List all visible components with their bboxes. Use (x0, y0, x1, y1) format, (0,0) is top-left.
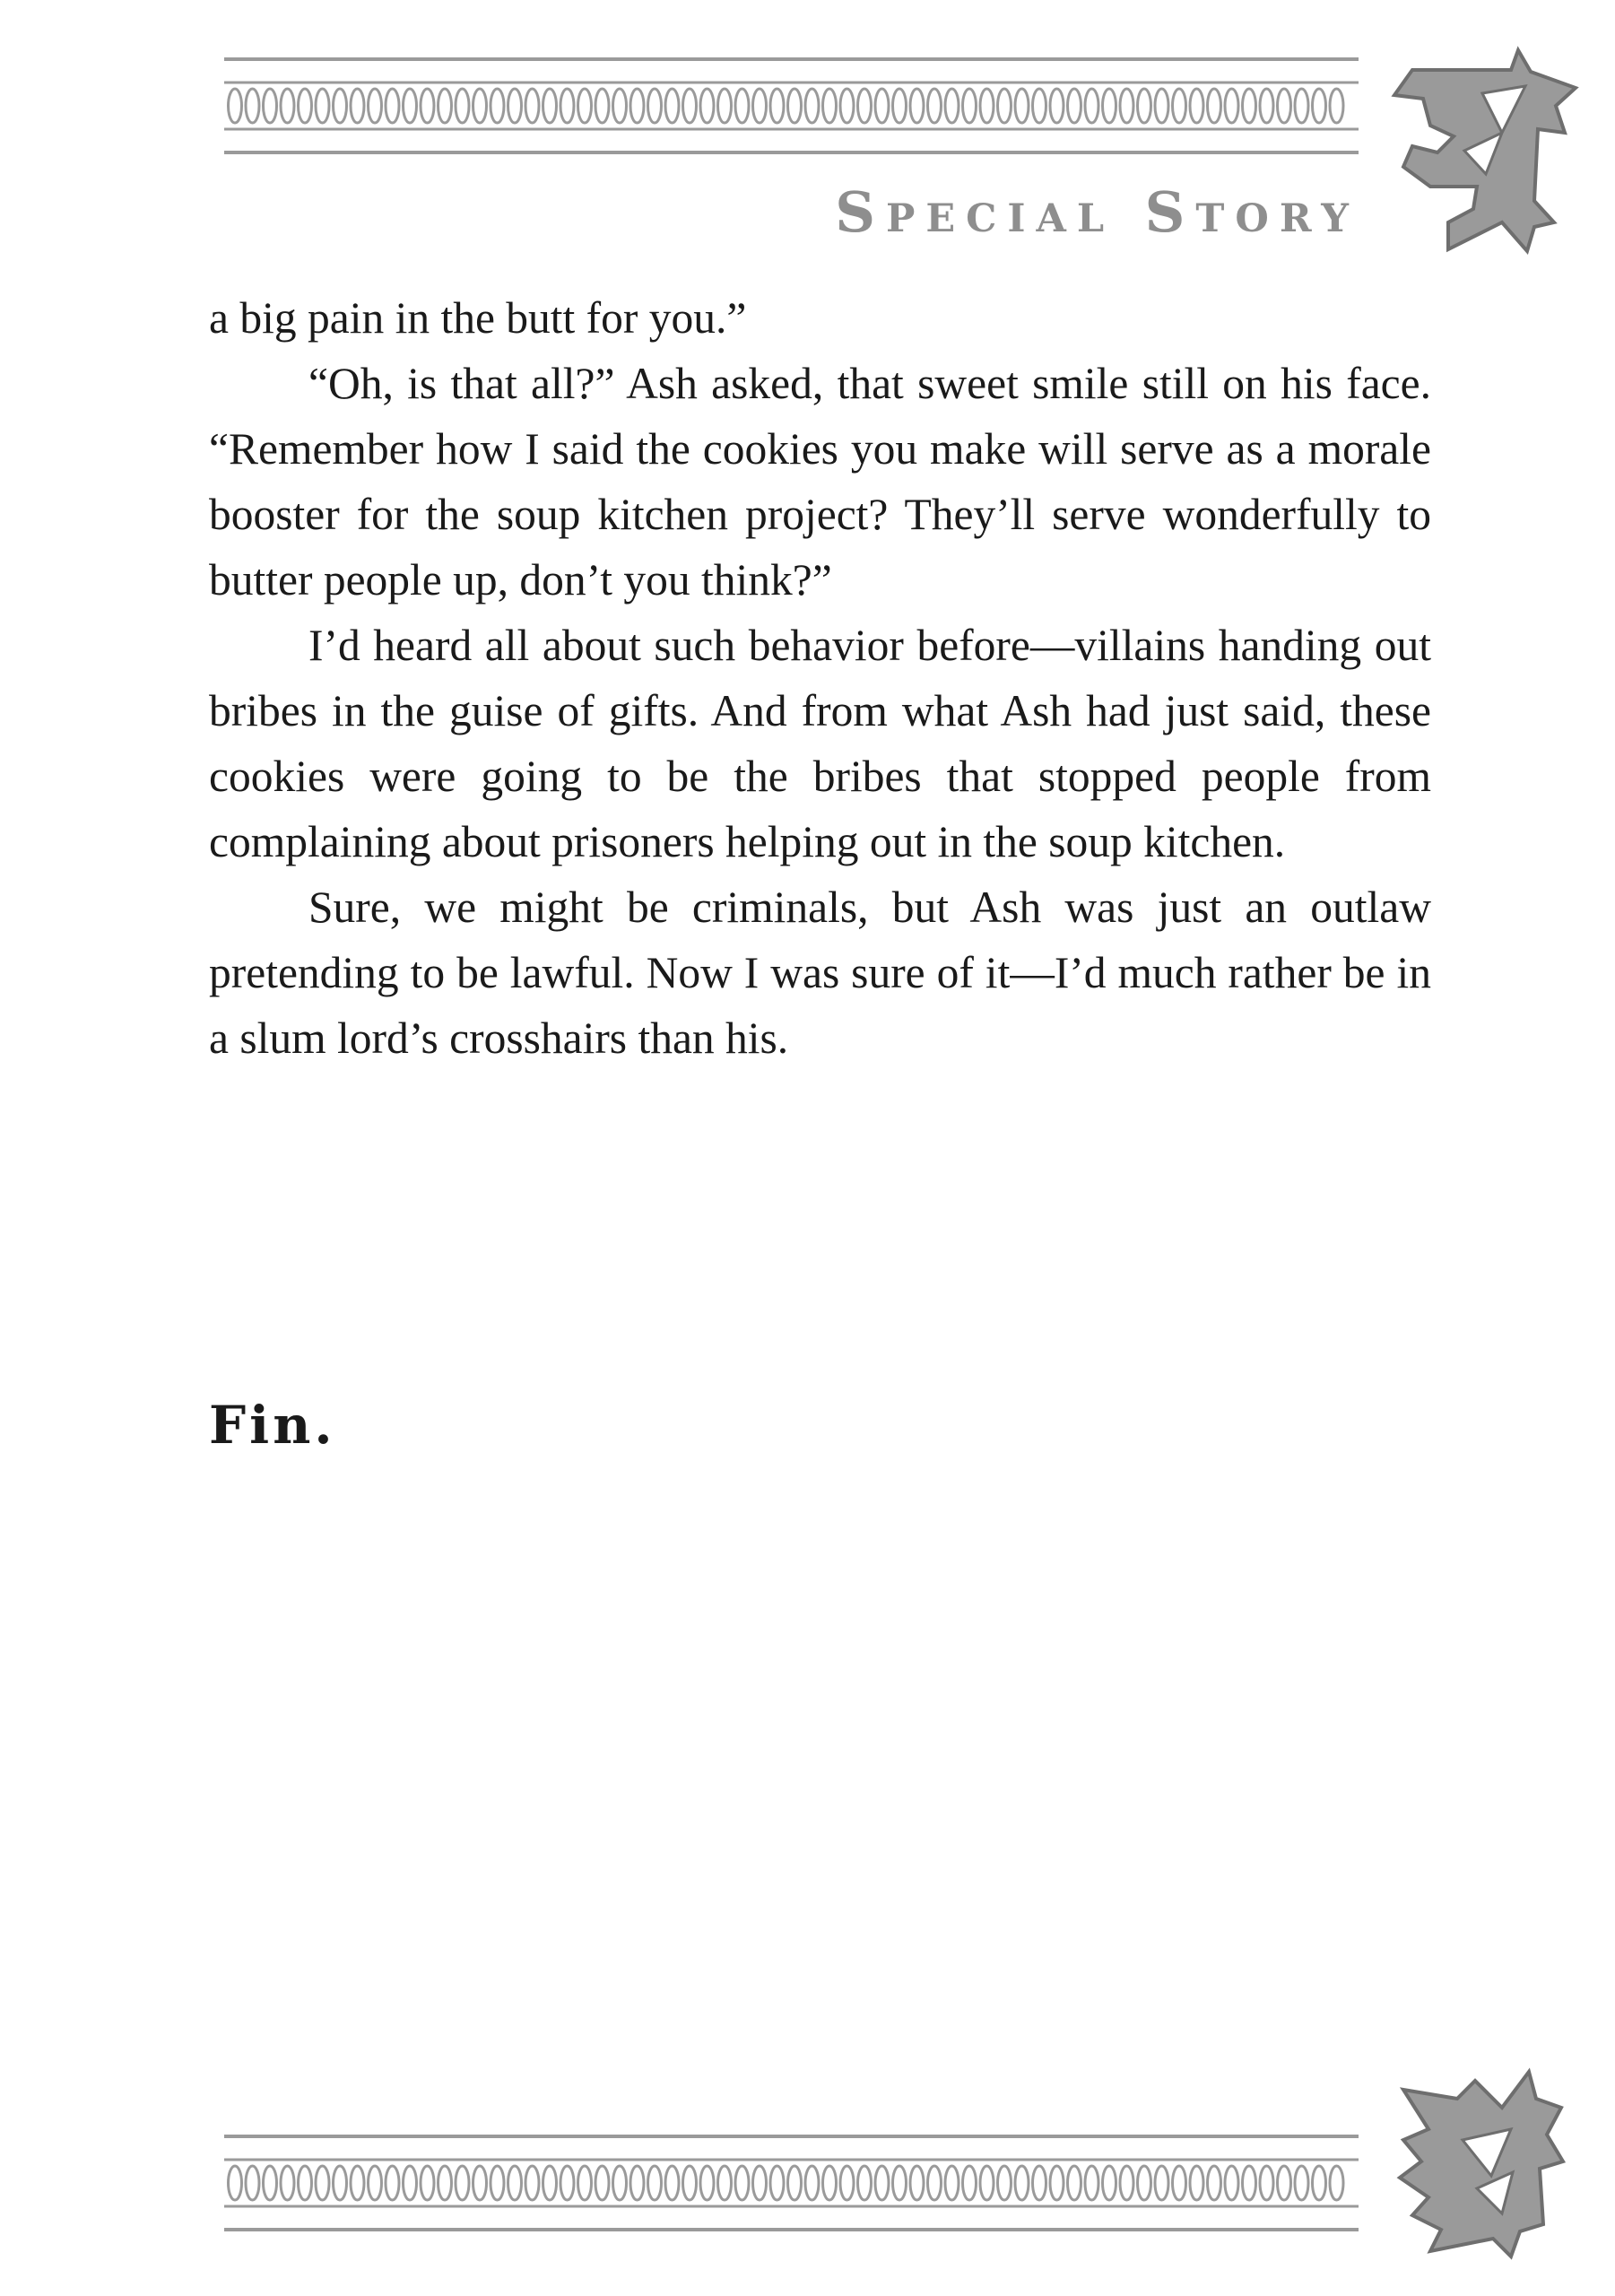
chain-link (1155, 2166, 1168, 2200)
chain-link (893, 2166, 907, 2200)
chain-link (1295, 2166, 1308, 2200)
chain-link (858, 89, 872, 123)
chain-link (945, 2166, 959, 2200)
chain-link (595, 2166, 609, 2200)
chain-link (421, 2166, 434, 2200)
chain-link (473, 89, 487, 123)
chain-link (456, 89, 469, 123)
chain-link (980, 2166, 994, 2200)
chain-link (543, 89, 557, 123)
chain-link (246, 2166, 259, 2200)
chain-link (718, 2166, 732, 2200)
chain-link (264, 2166, 277, 2200)
chain-link (1225, 89, 1238, 123)
chain-link (1085, 89, 1098, 123)
chain-link (578, 89, 592, 123)
chain-link (1208, 89, 1221, 123)
chain-link (1068, 2166, 1081, 2200)
chain-link (963, 2166, 977, 2200)
chain-link (1120, 2166, 1133, 2200)
chain-link (246, 89, 259, 123)
chain-link (945, 89, 959, 123)
chain-link (1243, 2166, 1256, 2200)
chain-link (998, 89, 1012, 123)
chain-link (613, 89, 627, 123)
chain-link (369, 2166, 382, 2200)
chain-link (1243, 89, 1256, 123)
chain-link (1103, 89, 1116, 123)
paragraph-2: “Oh, is that all?” Ash asked, that sweet smile still on his face. “Remember how I said the cookies you make will serve as a morale booster for the soup kitchen project? They’ll serve wonderfully to butter people up, don’t you think?” (209, 359, 1431, 604)
chain-link (1225, 2166, 1238, 2200)
paragraph-3: I’d heard all about such behavior before—villains handing out bribes in the guise of gifts. And from what Ash had just said, these cookies were going to be the bribes that stopped people from complaining about prisoners helping out in the soup kitchen. (209, 621, 1431, 866)
ornate-corner-icon (1376, 2054, 1583, 2269)
chain-link (770, 2166, 784, 2200)
chain-link (456, 2166, 469, 2200)
chain-link (735, 89, 749, 123)
chain-link (299, 2166, 312, 2200)
chain-link (351, 2166, 364, 2200)
chain-link (823, 2166, 837, 2200)
section-header-title: Special Story (835, 179, 1359, 245)
chain-link (1313, 89, 1326, 123)
chain-link (858, 2166, 872, 2200)
chain-link (334, 2166, 347, 2200)
chain-link (1033, 2166, 1046, 2200)
chain-link (1015, 89, 1029, 123)
chain-link (525, 89, 539, 123)
chain-link (578, 2166, 592, 2200)
chain-link (910, 89, 924, 123)
chain-link (648, 2166, 662, 2200)
chain-link (438, 2166, 452, 2200)
chain-link (1173, 89, 1186, 123)
chain-link (700, 89, 714, 123)
chain-link (805, 2166, 819, 2200)
chain-link (1015, 2166, 1029, 2200)
chain-link (438, 89, 452, 123)
chain-link (700, 2166, 714, 2200)
chain-link (1050, 2166, 1064, 2200)
chain-link (893, 89, 907, 123)
chain-link (630, 2166, 644, 2200)
chain-link (875, 2166, 889, 2200)
chain-link (718, 89, 732, 123)
chain-link (875, 89, 889, 123)
chain-link (595, 89, 609, 123)
chain-link (823, 89, 837, 123)
chain-link (1033, 89, 1046, 123)
chain-link (334, 89, 347, 123)
chain-link (683, 89, 697, 123)
chain-link (753, 2166, 767, 2200)
chain-link (928, 89, 942, 123)
chain-link (281, 2166, 294, 2200)
chain-link (788, 89, 802, 123)
chain-link (560, 2166, 574, 2200)
chain-link (1155, 89, 1168, 123)
chain-link (1138, 2166, 1151, 2200)
chain-link (840, 89, 854, 123)
chain-link (630, 89, 644, 123)
chain-link (543, 2166, 557, 2200)
chain-link (316, 89, 329, 123)
chain-link (1278, 89, 1291, 123)
paragraph-4: Sure, we might be criminals, but Ash was just an outlaw pretending to be lawful. Now I was sure of it—I’d much rather be in a slum lord’s crosshairs than his. (209, 883, 1431, 1063)
chain-link (665, 89, 679, 123)
chain-link (386, 89, 399, 123)
chain-link (788, 2166, 802, 2200)
chain-link (648, 89, 662, 123)
chain-link (805, 89, 819, 123)
chain-link (229, 2166, 242, 2200)
chain-link (421, 89, 434, 123)
chain-link (508, 2166, 522, 2200)
chain-link (980, 89, 994, 123)
chain-link (1208, 2166, 1221, 2200)
fin-mark: Fin. (209, 1395, 336, 1456)
chain-link (1173, 2166, 1186, 2200)
chain-link (491, 89, 504, 123)
chain-link (840, 2166, 854, 2200)
chain-link (1330, 89, 1343, 123)
chain-link (491, 2166, 504, 2200)
chain-link (525, 2166, 539, 2200)
chain-link (753, 89, 767, 123)
chain-link (299, 89, 312, 123)
chain-link (264, 89, 277, 123)
chain-link (963, 89, 977, 123)
chain-link (281, 89, 294, 123)
chain-link (1313, 2166, 1326, 2200)
chain-link (1278, 2166, 1291, 2200)
ornate-corner-icon (1376, 43, 1583, 258)
chain-link (665, 2166, 679, 2200)
chain-link (910, 2166, 924, 2200)
chain-link (1260, 89, 1273, 123)
chain-link (928, 2166, 942, 2200)
chain-link (1050, 89, 1064, 123)
chain-link (1295, 89, 1308, 123)
chain-link (316, 2166, 329, 2200)
paragraph-1: a big pain in the butt for you.” (209, 293, 747, 343)
chain-link (1190, 2166, 1203, 2200)
chain-link (1085, 2166, 1098, 2200)
chain-link (1190, 89, 1203, 123)
chain-link (1103, 2166, 1116, 2200)
chain-link (560, 89, 574, 123)
chain-link (770, 89, 784, 123)
chain-link (735, 2166, 749, 2200)
chain-link (404, 2166, 417, 2200)
chain-link (229, 89, 242, 123)
chain-link (1120, 89, 1133, 123)
chain-link (1138, 89, 1151, 123)
chain-link (404, 89, 417, 123)
chain-link (473, 2166, 487, 2200)
bottom-chain-border (224, 2133, 1359, 2231)
chain-link (508, 89, 522, 123)
story-body (209, 285, 1431, 1071)
chain-link (1330, 2166, 1343, 2200)
chain-link (386, 2166, 399, 2200)
chain-link (613, 2166, 627, 2200)
chain-link (1068, 89, 1081, 123)
chain-link (1260, 2166, 1273, 2200)
top-chain-border (224, 56, 1359, 154)
chain-link (998, 2166, 1012, 2200)
chain-link (683, 2166, 697, 2200)
chain-link (351, 89, 364, 123)
chain-link (369, 89, 382, 123)
